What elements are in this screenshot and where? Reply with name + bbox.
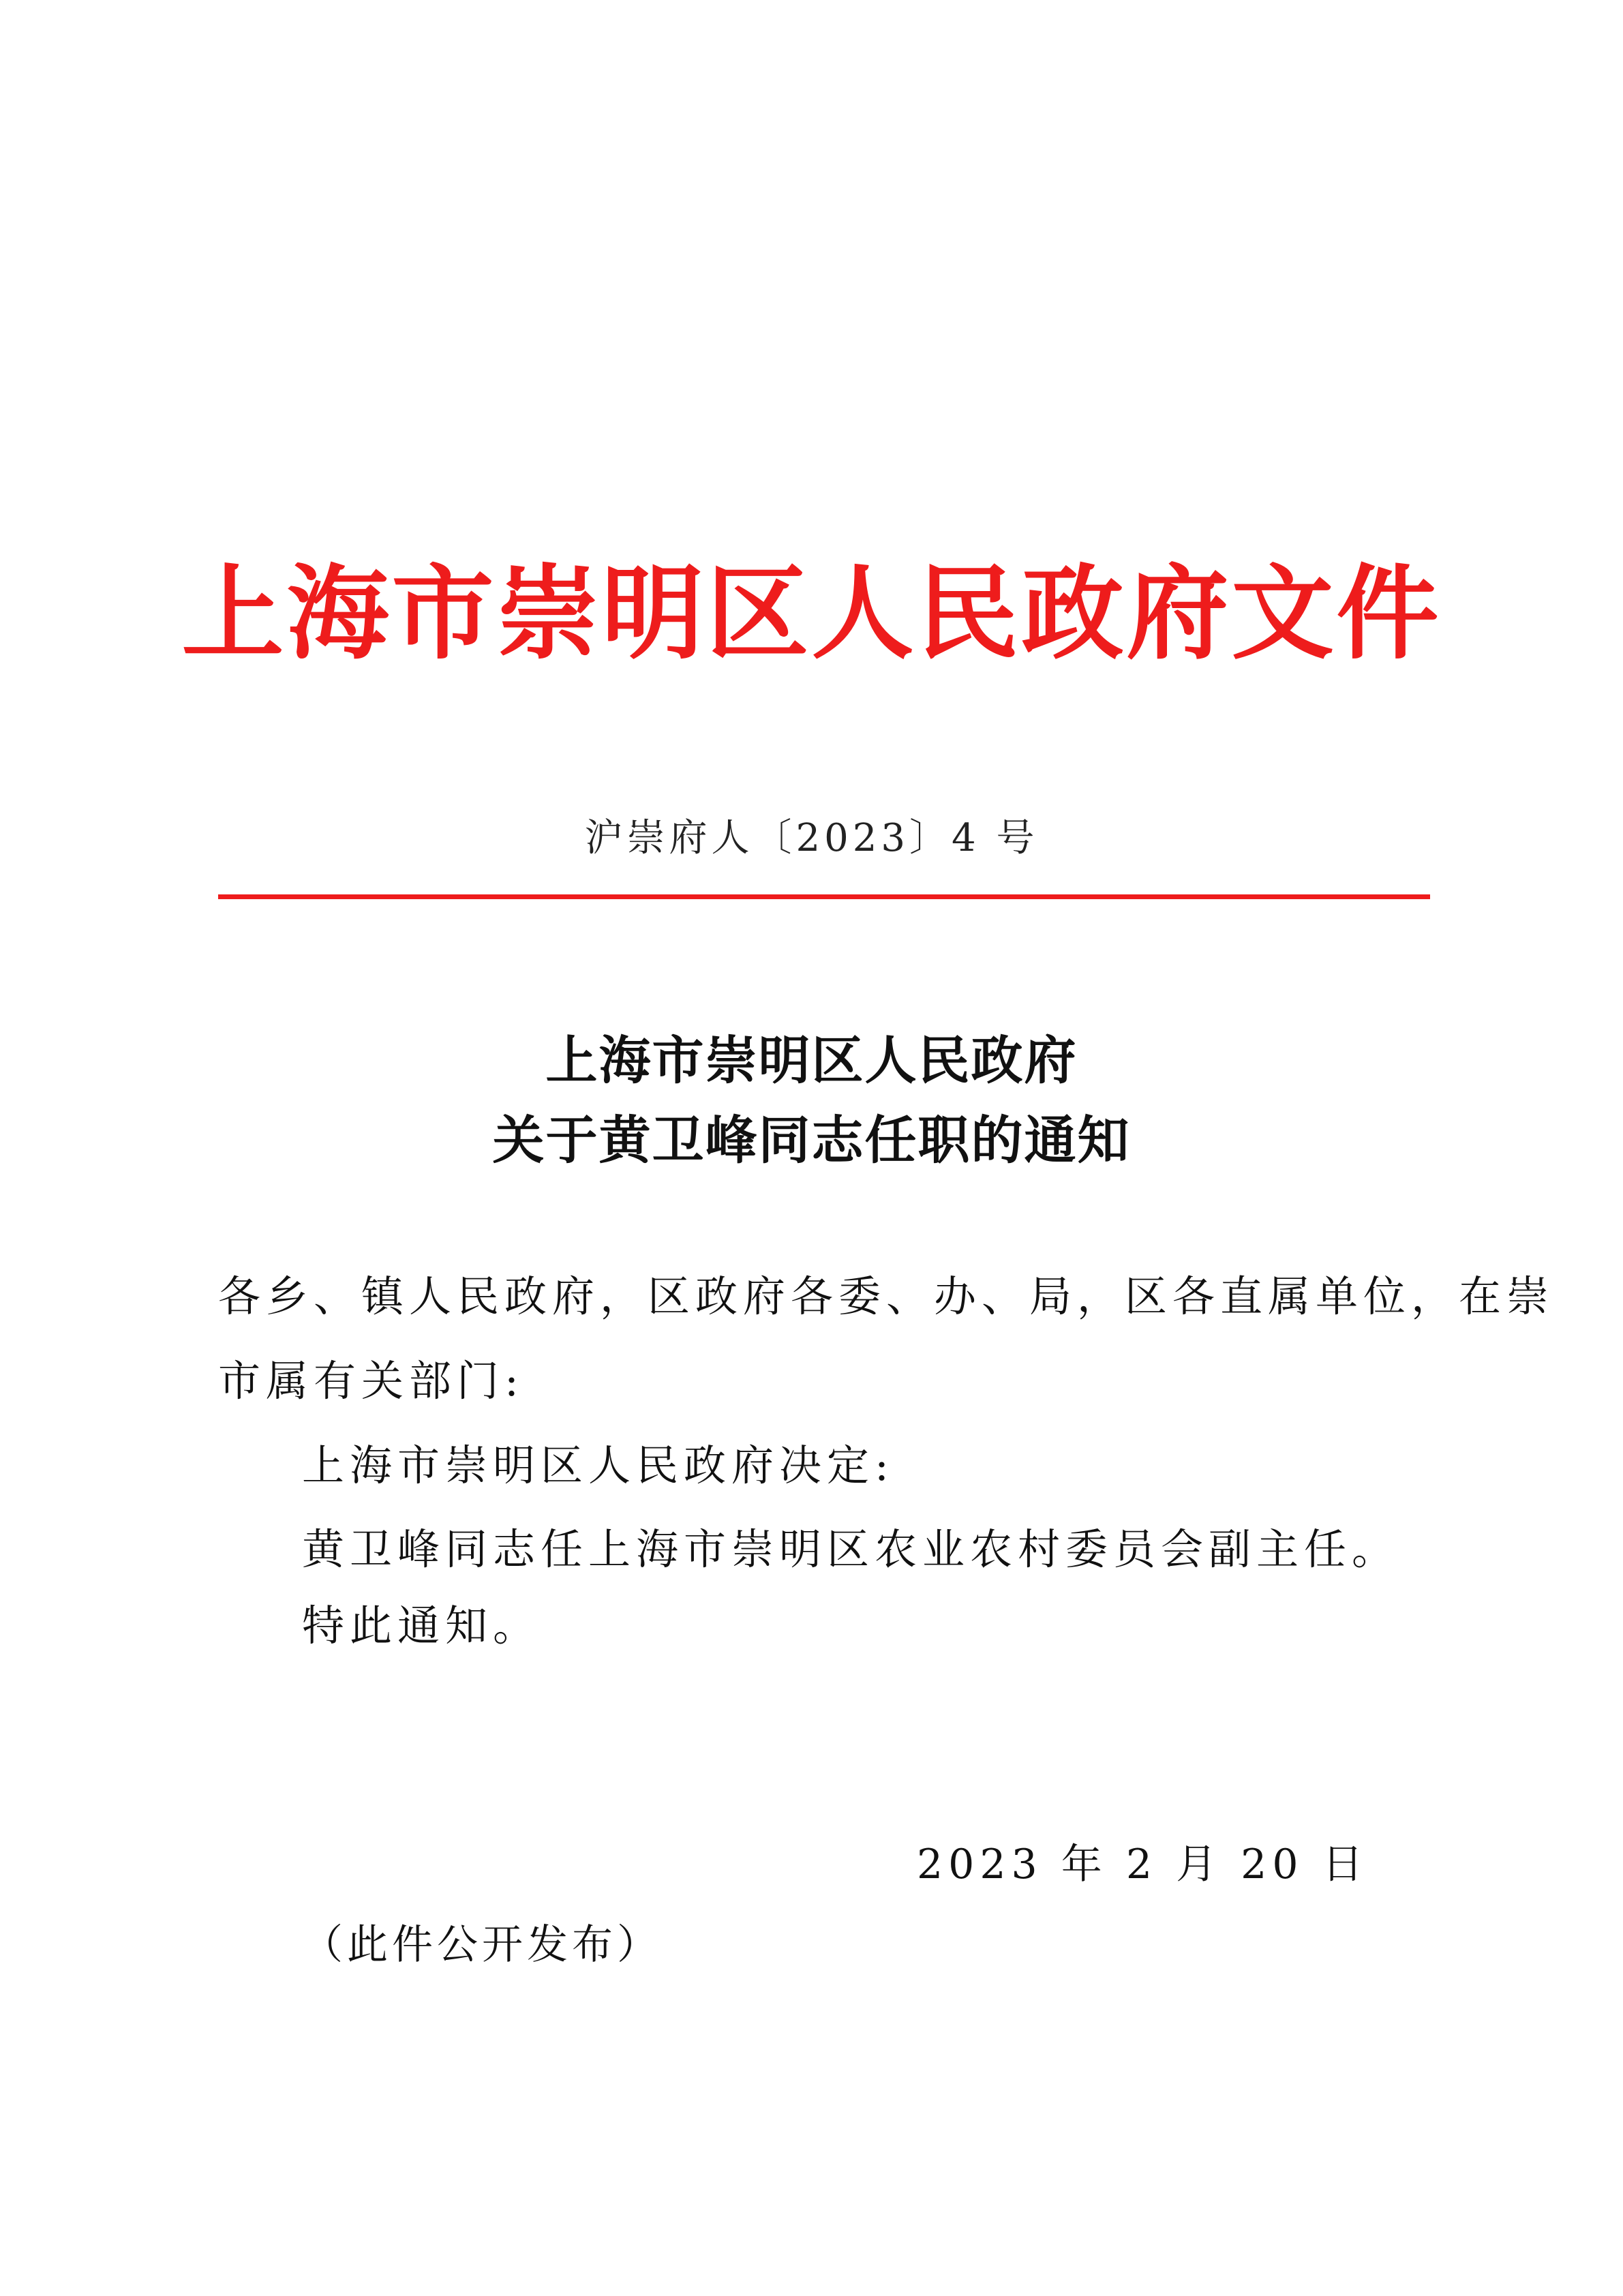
- body-paragraph-closing: 特此通知。: [302, 1601, 541, 1650]
- addressee-line-2: 市属有关部门:: [218, 1356, 524, 1406]
- issue-date: 2023 年 2 月 20 日: [917, 1841, 1369, 1888]
- body-paragraph-appointment: 黄卫峰同志任上海市崇明区农业农村委员会副主任。: [302, 1524, 1400, 1574]
- body-paragraph-decision: 上海市崇明区人民政府决定:: [302, 1440, 894, 1490]
- publication-note: （此件公开发布）: [302, 1921, 662, 1969]
- red-divider-line: [218, 894, 1430, 899]
- addressee-line-1: 各乡、镇人民政府，区政府各委、办、局，区各直属单位，在崇: [218, 1271, 1555, 1321]
- document-title-line-1: 上海市崇明区人民政府: [545, 1030, 1078, 1091]
- document-number: 沪崇府人〔2023〕4 号: [584, 816, 1039, 860]
- issuer-header-title: 上海市崇明区人民政府文件: [181, 554, 1442, 674]
- document-title-line-2: 关于黄卫峰同志任职的通知: [492, 1110, 1131, 1170]
